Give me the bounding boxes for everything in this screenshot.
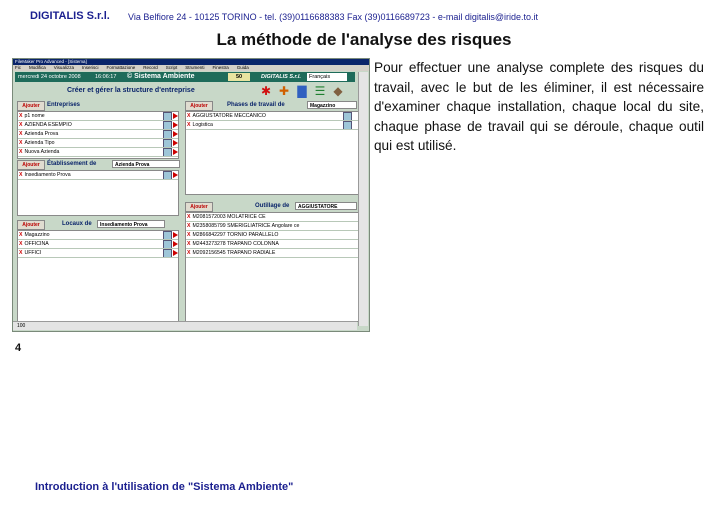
list-item[interactable]: X UFFICI <box>18 249 178 258</box>
delete-icon: X <box>187 214 191 220</box>
menu-item[interactable]: Guida <box>236 65 249 70</box>
arrow-right-icon <box>173 131 178 137</box>
menu-item[interactable]: Formattazione <box>106 65 136 70</box>
locaux-field[interactable]: Insediamento Prova <box>97 220 165 228</box>
outillage-header <box>185 202 357 211</box>
delete-icon: X <box>19 232 23 238</box>
delete-icon: X <box>19 250 23 256</box>
menu-item[interactable]: Fic <box>15 65 21 70</box>
footer-text: Introduction à l'utilisation de "Sistema Ambiente" <box>35 481 294 493</box>
list-icon[interactable]: ☰ <box>314 84 326 98</box>
app-brand: © Sistema Ambiente <box>127 73 195 80</box>
search-icon <box>163 139 172 148</box>
delete-icon: X <box>187 241 191 247</box>
app-infobar <box>15 72 355 82</box>
list-item[interactable]: X M2866842297 TORNIO PARALLELO <box>186 231 358 240</box>
app-toolbar <box>259 83 355 101</box>
search-icon <box>163 130 172 139</box>
phases-field[interactable]: Magazzino <box>307 101 357 109</box>
list-item[interactable]: X Logistica <box>186 121 358 130</box>
outillage-field[interactable]: AGGIUSTATORE <box>295 202 357 210</box>
delete-icon: X <box>19 149 23 155</box>
delete-icon: X <box>19 122 23 128</box>
menu-item[interactable]: Script <box>165 65 178 70</box>
list-item[interactable]: X M2081572003 MOLATRICE CE <box>186 213 358 222</box>
list-item[interactable]: X M2443273278 TRAPANO COLONNA <box>186 240 358 249</box>
search-icon <box>163 249 172 258</box>
search-icon <box>163 112 172 121</box>
arrow-right-icon <box>173 122 178 128</box>
menu-item[interactable]: Record <box>143 65 158 70</box>
menu-item[interactable]: Inserisci <box>81 65 99 70</box>
list-item[interactable]: X Nuova Azienda <box>18 148 178 157</box>
search-icon <box>163 231 172 240</box>
etablissement-label: Établissement de <box>47 161 97 167</box>
status-bar <box>13 321 357 330</box>
list-item[interactable]: X AZIENDA ESEMPIO <box>18 121 178 130</box>
delete-icon: X <box>19 140 23 146</box>
search-icon <box>343 121 352 130</box>
search-icon <box>163 148 172 157</box>
delete-icon: X <box>187 232 191 238</box>
add-entreprise-button[interactable]: Ajouter <box>17 101 45 111</box>
delete-icon: X <box>19 241 23 247</box>
app-screenshot <box>12 58 370 332</box>
star-icon[interactable]: ✱ <box>260 84 272 98</box>
arrow-right-icon <box>173 172 178 178</box>
locaux-header <box>17 220 182 229</box>
list-item[interactable]: X Magazzino <box>18 231 178 240</box>
phases-header <box>185 101 357 110</box>
add-phase-button[interactable]: Ajouter <box>185 101 213 111</box>
phases-list <box>185 111 359 195</box>
list-item[interactable]: X p1 nome <box>18 112 178 121</box>
add-locaux-button[interactable]: Ajouter <box>17 220 45 230</box>
add-outillage-button[interactable]: Ajouter <box>185 202 213 212</box>
delete-icon: X <box>187 223 191 229</box>
phases-label: Phases de travail de <box>227 102 285 108</box>
header-address: Via Belfiore 24 - 10125 TORINO - tel. (39)0116688383 Fax (39)0116689723 - e-mail digitalis@iride.to.it <box>128 12 539 22</box>
list-item[interactable]: X OFFICINA <box>18 240 178 249</box>
arrow-right-icon <box>173 149 178 155</box>
vertical-scrollbar[interactable] <box>358 72 368 326</box>
color-icon[interactable]: ▇ <box>297 84 307 98</box>
search-icon <box>343 112 352 121</box>
outillage-label: Outillage de <box>255 203 290 209</box>
locaux-label: Locaux de <box>62 221 92 227</box>
arrow-right-icon <box>173 113 178 119</box>
arrow-right-icon <box>173 140 178 146</box>
list-item[interactable]: X AGGIUSTATORE MECCANICO <box>186 112 358 121</box>
etablissement-list <box>17 170 179 216</box>
tools-icon[interactable]: ◆ <box>333 84 343 98</box>
entreprises-header <box>17 101 182 110</box>
app-window-title: FileMaker Pro Advanced - [Sistema] <box>13 59 369 65</box>
app-menubar <box>13 65 369 71</box>
menu-item[interactable]: Finestra <box>212 65 229 70</box>
delete-icon: X <box>19 172 23 178</box>
app-subtitle: Créer et gérer la structure d'entreprise <box>67 87 195 94</box>
plus-icon[interactable]: ✚ <box>278 84 290 98</box>
delete-icon: X <box>187 122 191 128</box>
menu-item[interactable]: Modifica <box>29 65 46 70</box>
list-item[interactable]: X Azienda Prova <box>18 130 178 139</box>
etablissement-field[interactable]: Azienda Prova <box>112 160 180 168</box>
menu-item[interactable]: Strumenti <box>185 65 205 70</box>
outillage-list <box>185 212 359 322</box>
add-etablissement-button[interactable]: Ajouter <box>17 160 45 170</box>
delete-icon: X <box>19 113 23 119</box>
arrow-right-icon <box>173 232 178 238</box>
zoom-level: 100 <box>17 323 26 329</box>
list-item[interactable]: X M2358085799 SMERIGLIATRICE Angolare ce <box>186 222 358 231</box>
entreprises-label: Entreprises <box>47 102 81 108</box>
arrow-right-icon <box>173 241 178 247</box>
page-title: La méthode de l'analyse des risques <box>216 30 512 49</box>
search-icon <box>163 240 172 249</box>
body-paragraph: Pour effectuer une analyse complete des risques du travail, avec le but de les éliminer, il est nécessaire d'examiner chaque installation, chaque local du site, chaque phase de travail qui se déroule, chaque outil qui est utilisé. <box>374 60 704 154</box>
header-company: DIGITALIS S.r.l. <box>30 10 110 22</box>
delete-icon: X <box>187 113 191 119</box>
list-item[interactable]: X M2092156545 TRAPANO RADIALE <box>186 249 358 258</box>
app-date: mercredi 24 octobre 2008 <box>18 74 81 80</box>
app-time: 16:06:17 <box>95 74 117 80</box>
delete-icon: X <box>19 131 23 137</box>
search-icon <box>163 171 172 180</box>
app-badge: 50 <box>228 73 250 81</box>
page-number: 4 <box>15 342 22 354</box>
search-icon <box>163 121 172 130</box>
menu-item[interactable]: Visualizza <box>53 65 74 70</box>
etablissement-header <box>17 160 182 169</box>
locaux-list <box>17 230 179 322</box>
list-item[interactable]: X Azienda Tipo <box>18 139 178 148</box>
arrow-right-icon <box>173 250 178 256</box>
language-select[interactable]: Français <box>307 73 347 81</box>
delete-icon: X <box>187 250 191 256</box>
app-company-tag: DIGITALIS S.r.l. <box>261 74 301 80</box>
list-item[interactable]: X Insediamento Prova <box>18 171 178 180</box>
entreprises-list <box>17 111 179 159</box>
